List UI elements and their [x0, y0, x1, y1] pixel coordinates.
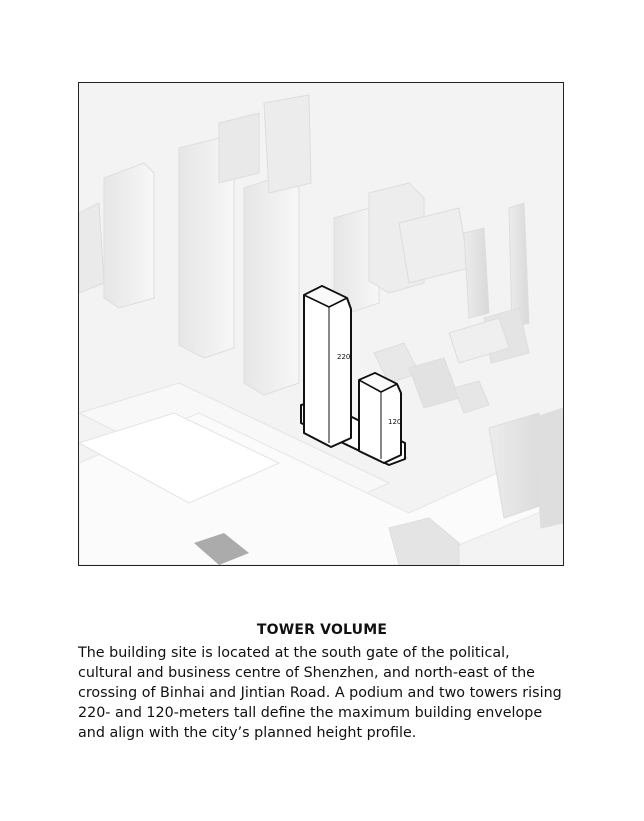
tower-tall-height-label: 220: [337, 353, 351, 361]
tower-220: [304, 286, 351, 447]
context-model: [79, 83, 563, 565]
caption-body: The building site is located at the south gate of the political, cultural and business centre of Shenzhen, and north-east of the crossing of Binhai and Jintian Road. A podium and two towers rising 220- and 120-meters tall define the maximum building envelope and align with the city’s planned height profile.: [78, 645, 562, 741]
tower-volume-diagram: [78, 82, 564, 566]
tower-short-height-label: 120: [388, 418, 402, 426]
caption-title: TOWER VOLUME: [256, 622, 388, 638]
